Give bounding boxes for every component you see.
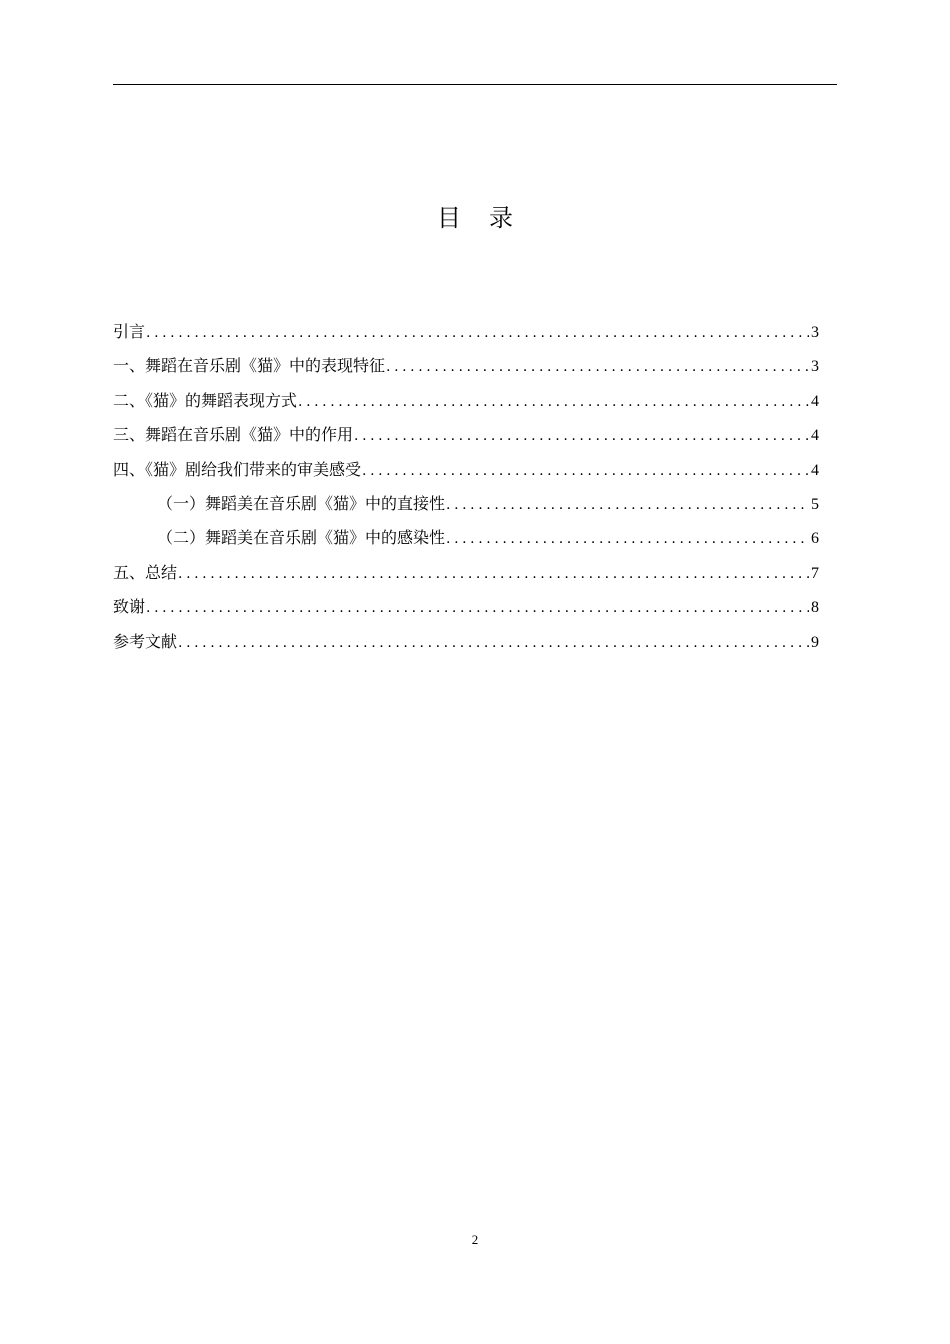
toc-entry-introduction[interactable] <box>113 315 819 349</box>
toc-dot-leader <box>178 557 809 590</box>
toc-dot-leader <box>446 488 809 521</box>
toc-entry-page: 8 <box>811 599 819 617</box>
toc-entry-page: 5 <box>811 495 819 513</box>
toc-entry-page: 3 <box>811 324 819 341</box>
toc-entry-label: （一）舞蹈美在音乐剧《猫》中的直接性 <box>157 493 446 513</box>
toc-entry-section-5[interactable] <box>113 556 819 590</box>
toc-entry-page: 7 <box>811 564 819 582</box>
toc-dot-leader <box>178 626 809 659</box>
toc-entry-page: 3 <box>811 358 819 376</box>
toc-entry-label: 五、总结 <box>113 562 178 582</box>
toc-entry-label: 参考文献 <box>113 631 178 651</box>
toc-dot-leader <box>386 350 809 383</box>
toc-title: 目录 <box>437 204 541 232</box>
toc-dot-leader <box>362 454 809 487</box>
header-rule <box>113 84 837 85</box>
toc-entry-section-4[interactable] <box>113 453 819 487</box>
toc-entry-section-2[interactable] <box>113 384 819 418</box>
toc-entry-subsection-4-2[interactable] <box>113 521 819 555</box>
toc-entry-label: 致谢 <box>113 597 146 617</box>
toc-entry-label: （二）舞蹈美在音乐剧《猫》中的感染性 <box>157 528 446 548</box>
toc-entry-label: 三、舞蹈在音乐剧《猫》中的作用 <box>113 425 354 445</box>
toc-entry-label: 一、舞蹈在音乐剧《猫》中的表现特征 <box>113 356 386 376</box>
page-number: 2 <box>471 1232 479 1247</box>
toc-entry-label: 二、《猫》的舞蹈表现方式 <box>113 390 298 410</box>
toc-dot-leader <box>146 316 809 349</box>
toc-entry-page: 4 <box>811 461 819 479</box>
toc-entry-section-3[interactable] <box>113 418 819 452</box>
toc-entry-acknowledgements[interactable] <box>113 590 819 624</box>
toc-entry-references[interactable] <box>113 625 819 659</box>
toc-entry-label: 四、《猫》剧给我们带来的审美感受 <box>113 459 362 479</box>
toc-dot-leader <box>446 522 809 555</box>
toc-dot-leader <box>146 591 809 624</box>
toc-entry-label: 引言 <box>113 322 146 341</box>
toc-entry-page: 9 <box>811 633 819 651</box>
toc-dot-leader <box>354 419 809 452</box>
toc-entry-page: 6 <box>811 530 819 548</box>
toc-entry-section-1[interactable] <box>113 349 819 383</box>
toc-entry-page: 4 <box>811 427 819 445</box>
toc-entry-subsection-4-1[interactable] <box>113 487 819 521</box>
toc-dot-leader <box>298 385 809 418</box>
toc-entry-page: 4 <box>811 392 819 410</box>
toc-list <box>113 315 819 659</box>
